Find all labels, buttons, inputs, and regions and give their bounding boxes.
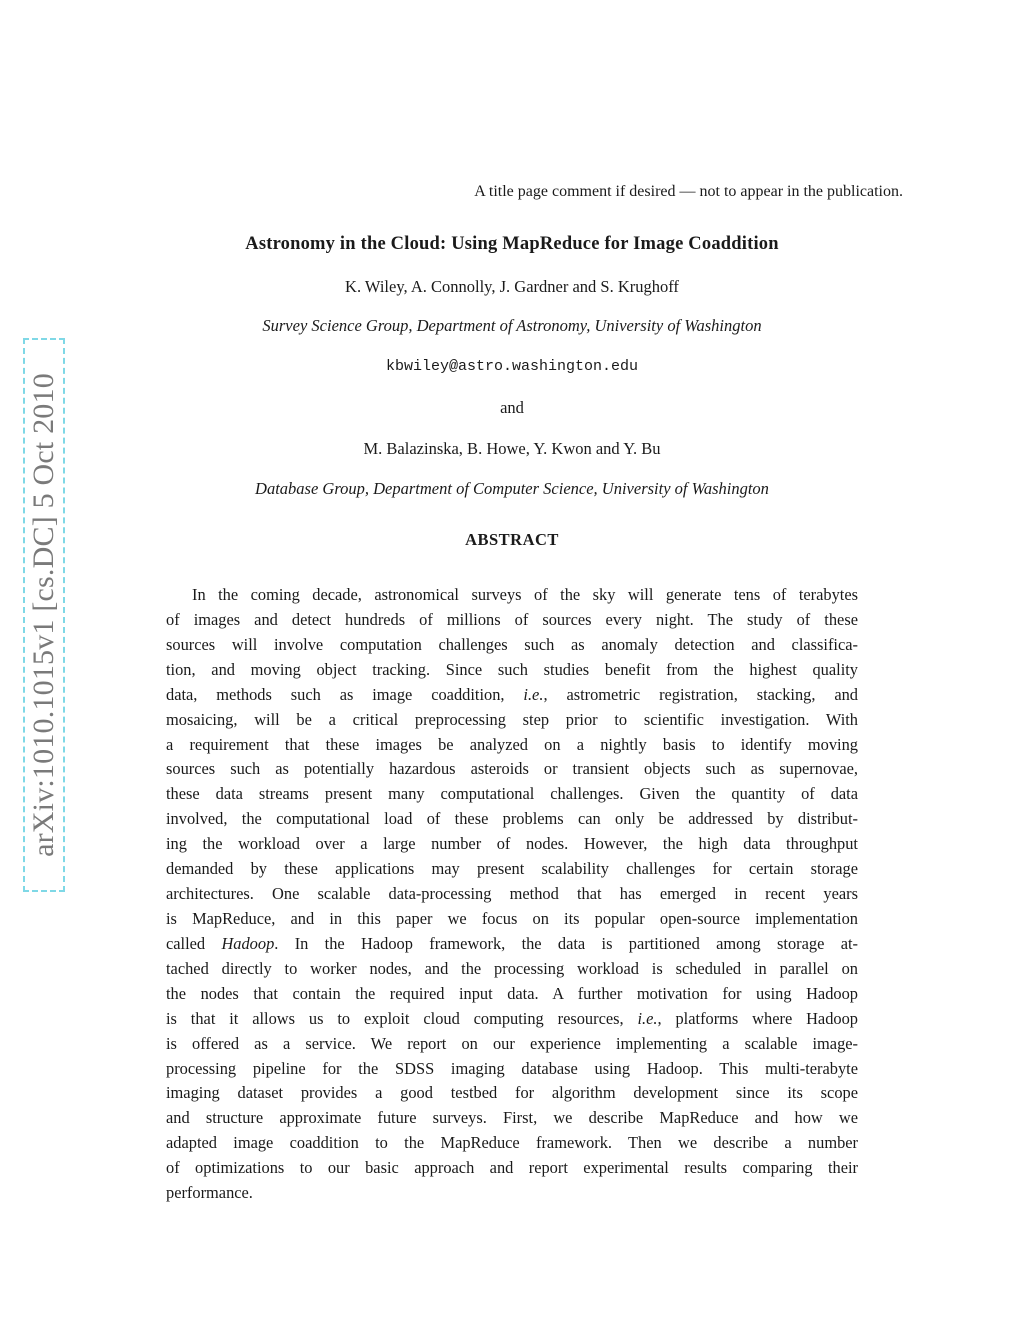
abstract-line-text: called: [166, 933, 222, 953]
abstract-line: imaging dataset provides a good testbed for algorithm development since its scope: [166, 1083, 858, 1103]
arxiv-identifier: arXiv:1010.1015v1 [cs.DC] 5 Oct 2010: [27, 373, 60, 857]
author-conjunction: and: [500, 398, 524, 417]
abstract-line: adapted image coaddition to the MapReduce framework. Then we describe a number: [166, 1133, 858, 1153]
abstract-line: performance.: [166, 1183, 253, 1203]
contact-email[interactable]: kbwiley@astro.washington.edu: [385, 358, 639, 375]
abstract-line: demanded by these applications may present scalability challenges for certain storage: [166, 859, 858, 879]
abstract-line: a requirement that these images be analyzed on a nightly basis to identify moving: [166, 734, 858, 754]
paper-title: Astronomy in the Cloud: Using MapReduce for Image Coaddition: [245, 234, 779, 254]
arxiv-stamp: [23, 338, 65, 892]
abstract-line: mosaicing, will be a critical preprocessing step prior to scientific investigation. With: [166, 709, 858, 729]
abstract-line-emphasis: Hadoop: [221, 933, 275, 953]
author-list-secondary: M. Balazinska, B. Howe, Y. Kwon and Y. Bu: [363, 439, 661, 458]
abstract-line: sources will involve computation challenges such as anomaly detection and classifica-: [166, 634, 858, 654]
author-list-primary: K. Wiley, A. Connolly, J. Gardner and S. Krughoff: [345, 277, 679, 296]
affiliation-secondary: Database Group, Department of Computer Science, University of Washington: [255, 479, 769, 498]
abstract-line-text: , astrometric registration, stacking, and: [543, 684, 859, 704]
abstract-line: ing the workload over a large number of nodes. However, the high data throughput: [166, 834, 858, 854]
abstract-line: tion, and moving object tracking. Since such studies benefit from the highest quality: [166, 659, 858, 679]
abstract-line: processing pipeline for the SDSS imaging database using Hadoop. This multi-terabyte: [166, 1058, 858, 1078]
abstract-line: of optimizations to our basic approach and report experimental results comparing their: [166, 1158, 858, 1178]
abstract-line: is MapReduce, and in this paper we focus on its popular open-source implementation: [166, 908, 858, 928]
abstract-line-emphasis: i.e.: [637, 1008, 658, 1028]
abstract-line: architectures. One scalable data-processing method that has emerged in recent years: [166, 884, 858, 904]
abstract-line: [166, 683, 858, 708]
abstract-line: tached directly to worker nodes, and the processing workload is scheduled in parallel on: [166, 958, 858, 978]
abstract-line-text: is that it allows us to exploit cloud computing resources,: [166, 1008, 638, 1028]
abstract-line: and structure approximate future surveys. First, we describe MapReduce and how we: [166, 1108, 858, 1128]
abstract-line: [166, 1007, 858, 1032]
abstract-line-text: . In the Hadoop framework, the data is partitioned among storage at-: [274, 933, 858, 953]
abstract-line-text: data, methods such as image coaddition,: [166, 684, 524, 704]
abstract-line: [166, 932, 858, 957]
abstract-line: the nodes that contain the required input data. A further motivation for using Hadoop: [166, 983, 858, 1003]
abstract-line: of images and detect hundreds of millions of sources every night. The study of these: [166, 609, 858, 629]
abstract-line: is offered as a service. We report on our experience implementing a scalable image-: [166, 1033, 858, 1053]
affiliation-primary: Survey Science Group, Department of Astronomy, University of Washington: [262, 316, 762, 335]
abstract-line-text: , platforms where Hadoop: [657, 1008, 858, 1028]
abstract-heading: ABSTRACT: [465, 530, 559, 549]
abstract-line-emphasis: i.e.: [523, 684, 544, 704]
abstract-body: [166, 583, 858, 1206]
abstract-line: In the coming decade, astronomical surveys of the sky will generate tens of terabytes: [192, 585, 858, 604]
title-page-comment: A title page comment if desired — not to appear in the publication.: [474, 183, 903, 200]
abstract-line: sources such as potentially hazardous asteroids or transient objects such as supernovae,: [166, 759, 858, 779]
abstract-line: involved, the computational load of these problems can only be addressed by distribut-: [166, 809, 858, 829]
abstract-line: these data streams present many computational challenges. Given the quantity of data: [166, 784, 858, 804]
